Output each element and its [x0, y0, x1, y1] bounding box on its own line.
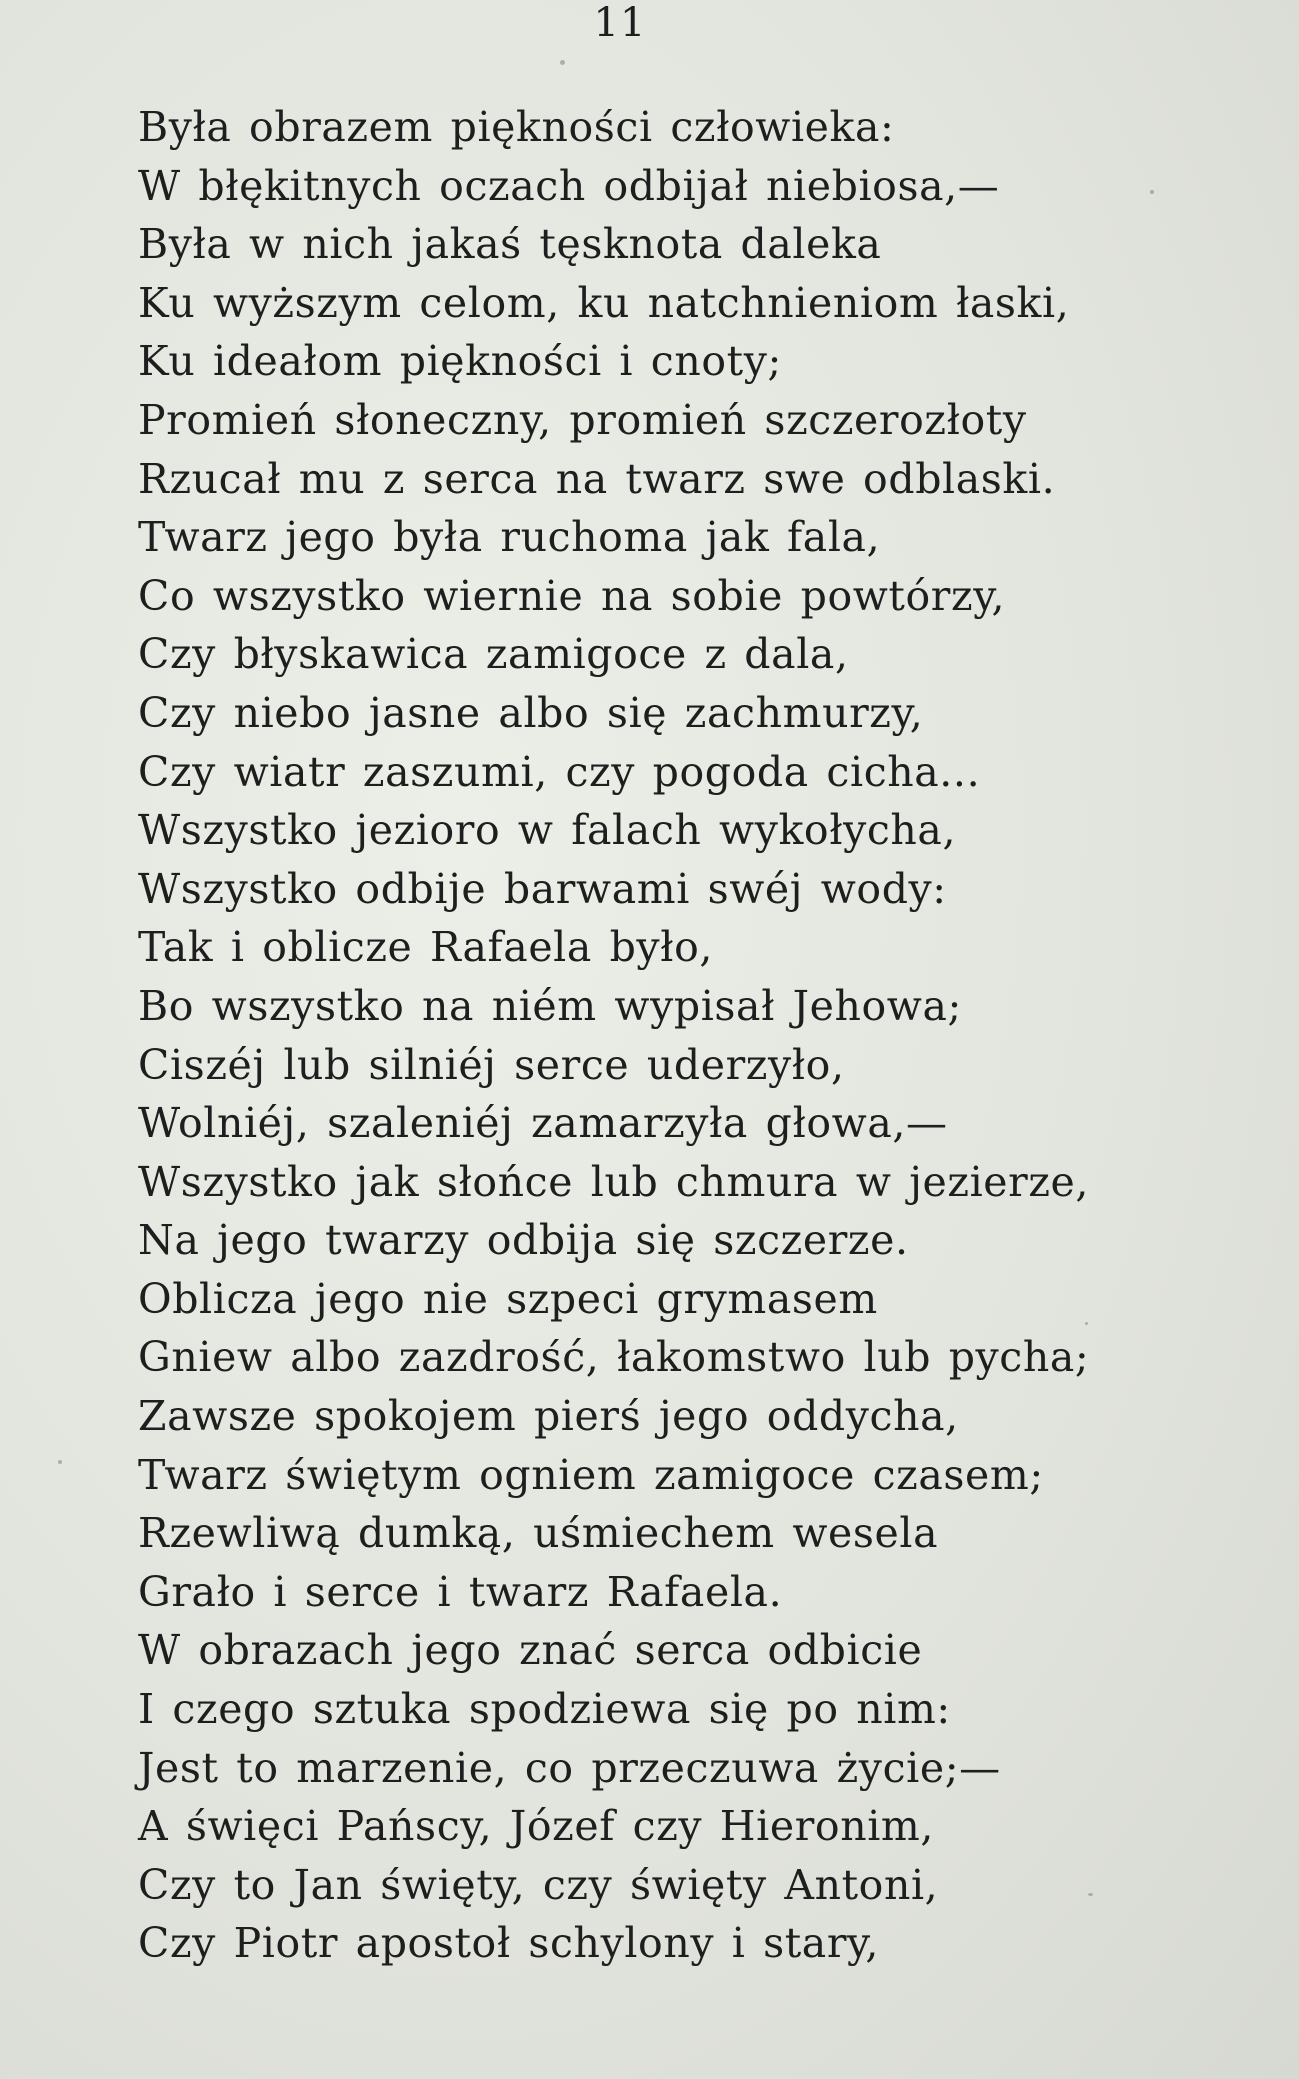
poem-line: Wolniéj, szaleniéj zamarzyła głowa,— — [138, 1099, 948, 1148]
poem-line: Ciszéj lub silniéj serce uderzyło, — [138, 1040, 845, 1089]
poem-line: Czy to Jan święty, czy święty Antoni, — [138, 1860, 939, 1909]
poem-line: Czy wiatr zaszumi, czy pogoda cicha... — [138, 747, 981, 796]
poem-line: W błękitnych oczach odbijał niebiosa,— — [138, 161, 1000, 210]
poem-line: Twarz świętym ogniem zamigoce czasem; — [138, 1450, 1044, 1499]
poem-line: A święci Pańscy, Józef czy Hieronim, — [138, 1802, 935, 1851]
poem-line: Ku ideałom piękności i cnoty; — [138, 337, 782, 386]
poem-line: Rzewliwą dumką, uśmiechem wesela — [138, 1509, 939, 1558]
poem-line: Czy błyskawica zamigoce z dala, — [138, 630, 849, 679]
paper-speck — [1088, 1893, 1093, 1896]
poem-line: I czego sztuka spodziewa się po nim: — [138, 1685, 951, 1734]
paper-speck — [58, 1460, 62, 1464]
poem-line: Tak i oblicze Rafaela było, — [138, 923, 713, 972]
poem-text — [138, 98, 1089, 1973]
poem-line: Promień słoneczny, promień szczerozłoty — [138, 395, 1027, 444]
paper-speck — [1150, 190, 1154, 194]
poem-line: Wszystko odbije barwami swéj wody: — [138, 864, 947, 913]
poem-line: Ku wyższym celom, ku natchnieniom łaski, — [138, 278, 1070, 327]
poem-line: Co wszystko wiernie na sobie powtórzy, — [138, 571, 1006, 620]
poem-line: Bo wszystko na niém wypisał Jehowa; — [138, 981, 962, 1030]
poem-line: Czy Piotr apostoł schylony i stary, — [138, 1919, 879, 1968]
paper-speck — [560, 60, 565, 65]
poem-line: W obrazach jego znać serca odbicie — [138, 1626, 923, 1675]
poem-line: Była w nich jakaś tęsknota daleka — [138, 220, 882, 269]
poem-line: Gniew albo zazdrość, łakomstwo lub pycha; — [138, 1333, 1090, 1382]
poem-line: Oblicza jego nie szpeci grymasem — [138, 1274, 878, 1323]
poem-line: Była obrazem piękności człowieka: — [138, 103, 895, 151]
poem-line: Grało i serce i twarz Rafaela. — [138, 1567, 783, 1616]
poem-line: Wszystko jak słońce lub chmura w jezierze, — [138, 1157, 1090, 1206]
poem-line: Na jego twarzy odbija się szczerze. — [138, 1216, 909, 1265]
page-number: 11 — [593, 0, 647, 46]
poem-line: Wszystko jezioro w falach wykołycha, — [138, 806, 957, 855]
poem-line: Zawsze spokojem pierś jego oddycha, — [138, 1392, 959, 1441]
poem-line: Jest to marzenie, co przeczuwa życie;— — [138, 1743, 1001, 1792]
poem-line: Rzucał mu z serca na twarz swe odblaski. — [138, 454, 1056, 503]
paper-speck — [1085, 1322, 1088, 1325]
poem-line: Czy niebo jasne albo się zachmurzy, — [138, 688, 924, 737]
poem-line: Twarz jego była ruchoma jak fala, — [138, 513, 881, 562]
